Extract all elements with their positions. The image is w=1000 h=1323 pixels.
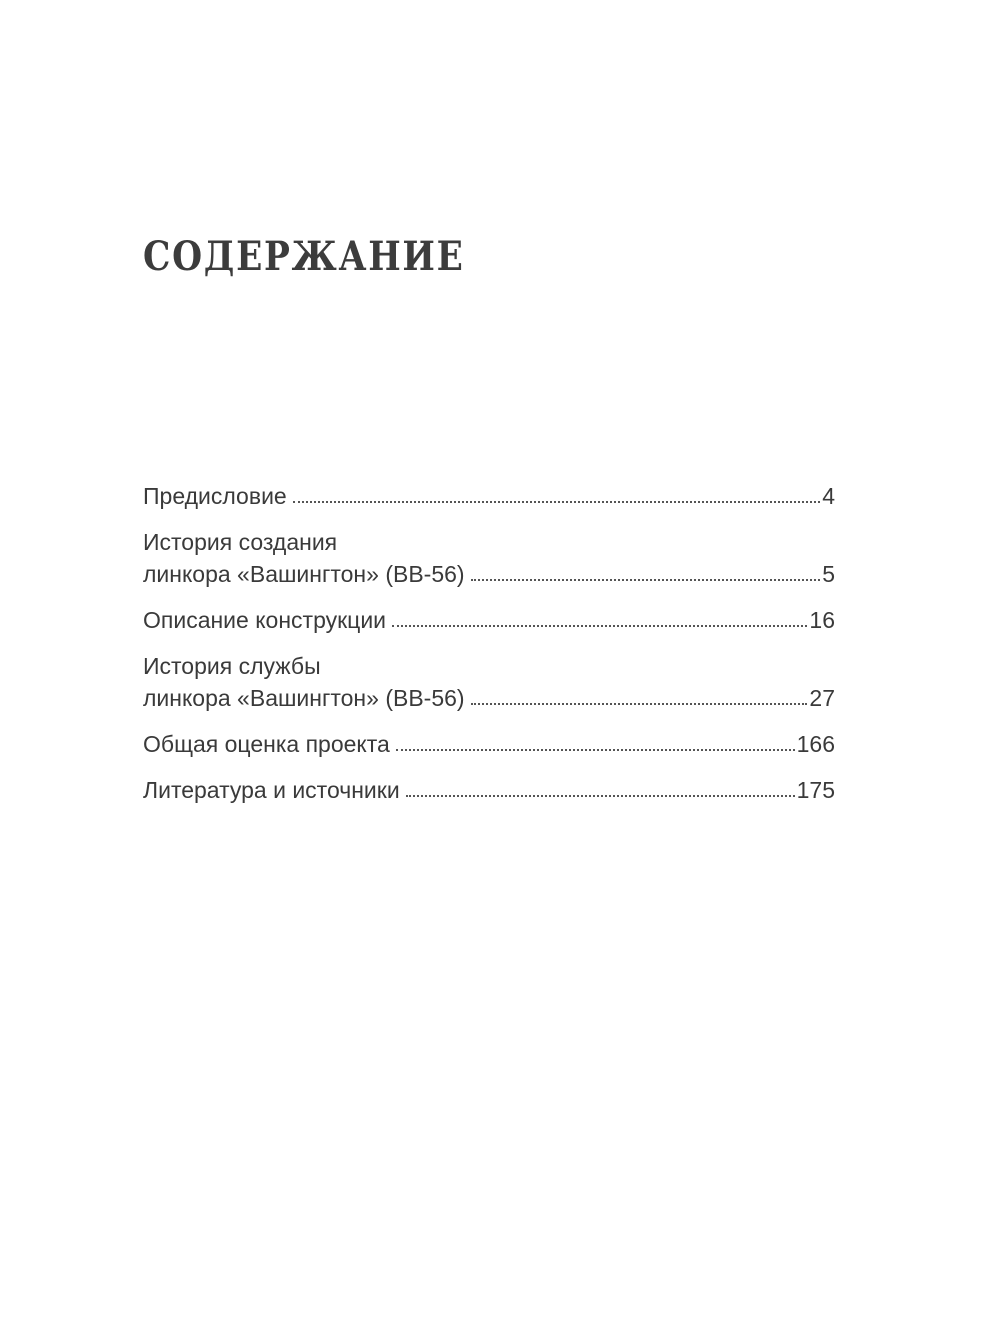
toc-line	[143, 774, 835, 806]
toc-entry-page: 27	[809, 685, 835, 711]
toc-entry-service-history[interactable]	[143, 650, 835, 714]
toc-entry-design-description[interactable]	[143, 604, 835, 636]
dot-leader	[293, 484, 820, 504]
toc-entry-title: Предисловие	[143, 483, 287, 509]
toc-entry-page: 4	[822, 483, 835, 509]
dot-leader	[392, 608, 807, 628]
toc-entry-title: Литература и источники	[143, 777, 400, 803]
toc-entry-title-line1: История службы	[143, 653, 321, 679]
toc-entry-page: 5	[822, 561, 835, 587]
toc-line	[143, 604, 835, 636]
toc-line	[143, 728, 835, 760]
toc-entry-page: 175	[796, 777, 835, 803]
toc-entry-overall-assessment[interactable]	[143, 728, 835, 760]
toc-entry-title: Описание конструкции	[143, 607, 387, 633]
dot-leader	[396, 732, 795, 752]
toc-line	[143, 682, 835, 714]
toc-entry-title: линкора «Вашингтон» (ВВ-56)	[143, 561, 465, 587]
toc-entry-page: 166	[796, 731, 835, 757]
dot-leader	[406, 778, 795, 798]
toc-entry-title-line1: История создания	[143, 529, 338, 555]
toc-entry-literature[interactable]	[143, 774, 835, 806]
toc-line	[143, 480, 835, 512]
dot-leader	[471, 562, 821, 582]
toc-line	[143, 558, 835, 590]
toc-entry-creation-history[interactable]	[143, 526, 835, 590]
dot-leader	[471, 686, 808, 706]
page-title: СОДЕРЖАНИЕ	[143, 233, 465, 280]
toc-entry-title: Общая оценка проекта	[143, 731, 390, 757]
toc-entry-preface[interactable]	[143, 480, 835, 512]
toc-entry-title: линкора «Вашингтон» (ВВ-56)	[143, 685, 465, 711]
toc-entry-page: 16	[809, 607, 835, 633]
table-of-contents	[143, 480, 835, 820]
